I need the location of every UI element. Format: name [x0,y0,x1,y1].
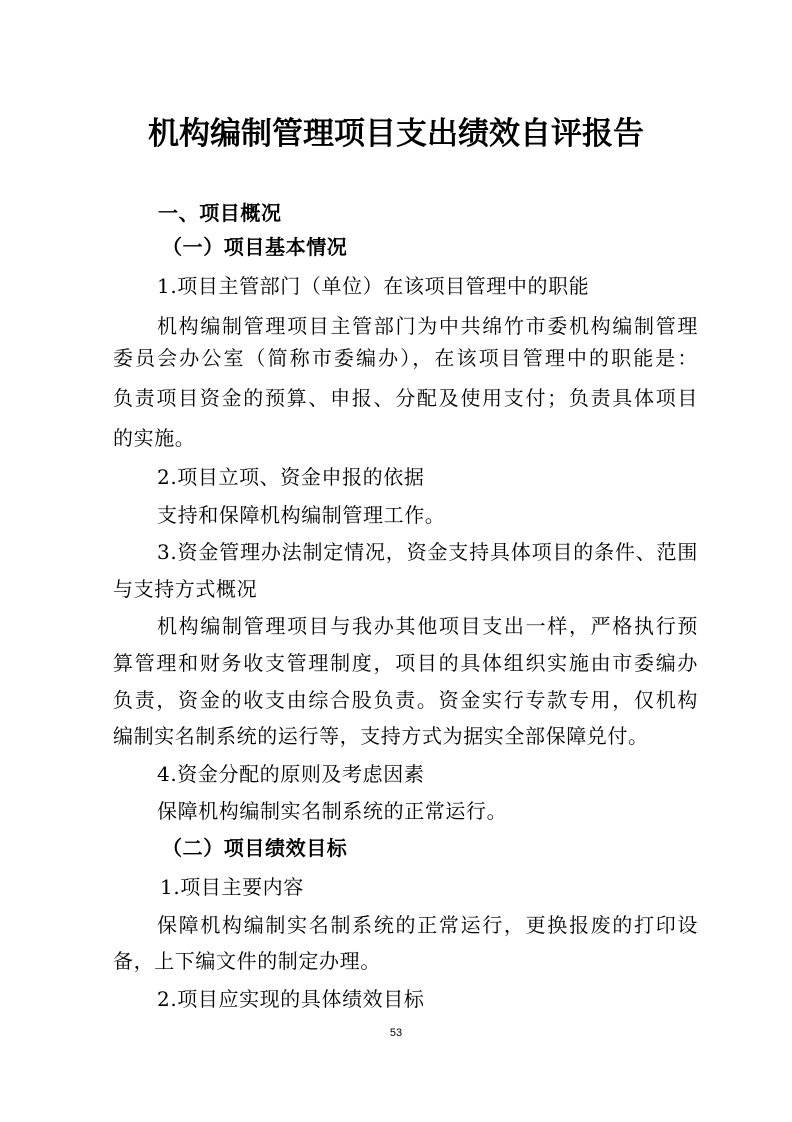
paragraph-line: 机构编制管理项目与我办其他项目支出一样，严格执行预 [157,614,698,638]
paragraph-line: 的实施。 [113,426,196,450]
paragraph-line: 编制实名制系统的运行等，支持方式为据实全部保障兑付。 [113,724,649,748]
item-heading-fund-management-cont: 与支持方式概况 [113,577,258,601]
paragraph-line: 保障机构编制实名制系统的正常运行。 [157,799,508,823]
paragraph-line: 算管理和财务收支管理制度，项目的具体组织实施由市委编办 [113,651,698,675]
paragraph-line: 保障机构编制实名制系统的正常运行，更换报废的打印设 [157,913,698,937]
paragraph-line: 机构编制管理项目主管部门为中共绵竹市委机构编制管理 [157,314,698,338]
document-title: 机构编制管理项目支出绩效自评报告 [148,116,644,152]
paragraph-line: 备，上下编文件的制定办理。 [113,949,381,973]
item-heading-fund-management: 3.资金管理办法制定情况，资金支持具体项目的条件、范围 [157,540,698,564]
item-heading-performance-goals: 2.项目应实现的具体绩效目标 [157,987,425,1011]
page-number: 53 [389,1027,403,1039]
paragraph-line: 支持和保障机构编制管理工作。 [157,503,446,527]
subsection-heading-basic-info: （一）项目基本情况 [162,235,348,259]
item-heading-allocation: 4.资金分配的原则及考虑因素 [157,762,425,786]
item-heading-basis: 2.项目立项、资金申报的依据 [157,465,425,489]
paragraph-line: 负责，资金的收支由综合股负责。资金实行专款专用，仅机构 [113,688,698,712]
paragraph-line: 负责项目资金的预算、申报、分配及使用支付；负责具体项目 [113,386,698,410]
subsection-heading-goals: （二）项目绩效目标 [162,836,348,860]
section-heading-overview: 一、项目概况 [158,201,282,225]
item-heading-functions: 1.项目主管部门（单位）在该项目管理中的职能 [157,274,590,298]
paragraph-line: 委员会办公室（简称市委编办），在该项目管理中的职能是： [113,346,698,370]
item-heading-main-content: 1.项目主要内容 [160,875,304,899]
